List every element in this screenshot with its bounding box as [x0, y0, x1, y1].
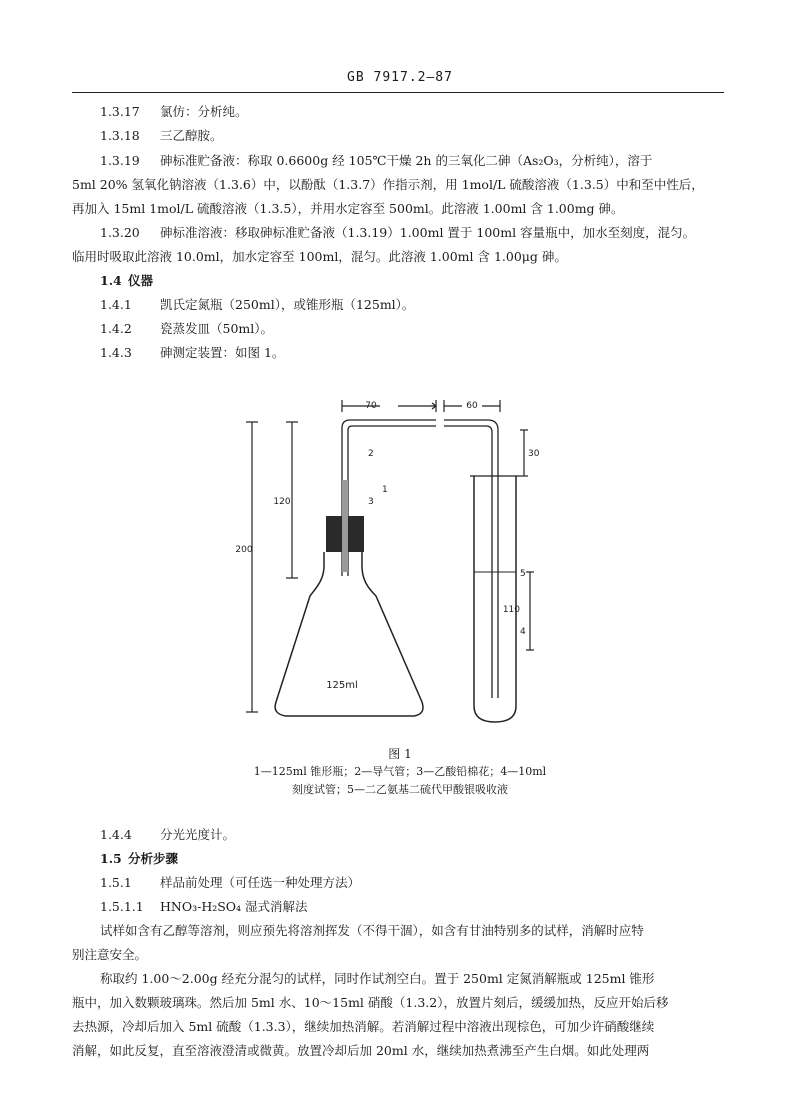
dim-60-label: 60 [466, 401, 478, 411]
figure-caption-line-1: 1—125ml 锥形瓶；2—导气管；3—乙酸铅棉花；4—10ml [253, 765, 547, 778]
instrument-143: 1.4.3 砷测定装置：如图 1。 [100, 345, 285, 360]
item-1320-line-2: 临用时吸取此溶液 10.0ml，加水定容至 100ml，混匀。此溶液 1.00ml 含 1.00μg 砷。 [72, 249, 567, 264]
apparatus-figure [230, 380, 570, 760]
para2-line-4: 消解，如此反复，直至溶液澄清或微黄。放置冷却后加 20ml 水，继续加热煮沸至产生白烟。如此处理两 [72, 1043, 650, 1058]
para2-line-3: 去热源，冷却后加入 5ml 硫酸（1.3.3），继续加热消解。若消解过程中溶液出现棕色，可加少许硝酸继续 [72, 1019, 655, 1034]
item-1319-line-1: 1.3.19 砷标准贮备液：称取 0.6600g 经 105℃干燥 2h 的三氧化二砷（As₂O₃，分析纯），溶于 [100, 153, 653, 168]
item-1319-line-3: 再加入 15ml 1mol/L 硫酸溶液（1.3.5），并用水定容至 500ml。此溶液 1.00ml 含 1.00mg 砷。 [72, 201, 624, 216]
dim-110-label: 110 [502, 605, 520, 615]
part-2-label: 2 [368, 449, 374, 459]
item-1511: 1.5.1.1 HNO₃-H₂SO₄ 湿式消解法 [100, 899, 308, 914]
section-heading-analysis: 1.5 分析步骤 [100, 851, 179, 866]
flask-volume-label: 125ml [326, 680, 358, 691]
instrument-144: 1.4.4 分光光度计。 [100, 827, 236, 842]
item-1319-line-2: 5ml 20% 氢氧化钠溶液（1.3.6）中，以酚酞（1.3.7）作指示剂，用 1mol/L 硫酸溶液（1.3.5）中和至中性后， [72, 177, 704, 192]
para2-line-1: 称取约 1.00～2.00g 经充分混匀的试样，同时作试剂空白。置于 250ml 定氮消解瓶或 125ml 锥形 [100, 971, 655, 986]
item-1320-line-1: 1.3.20 砷标准溶液：移取砷标准贮备液（1.3.19）1.00ml 置于 100ml 容量瓶中，加水至刻度，混匀。 [100, 225, 696, 240]
para1-line-2: 别注意安全。 [72, 947, 148, 962]
part-1-label-flask: 1 [382, 485, 388, 495]
para2-line-2: 瓶中，加入数颗玻璃珠。然后加 5ml 水、10～15ml 硝酸（1.3.2），放置片刻后，缓缓加热，反应开始后移 [72, 995, 669, 1010]
dim-30-label: 30 [528, 449, 540, 459]
part-3-label: 3 [368, 497, 374, 507]
part-5-label: 5 [520, 569, 526, 579]
instrument-142: 1.4.2 瓷蒸发皿（50ml）。 [100, 321, 274, 336]
dim-70-label: 70 [365, 401, 377, 411]
para1-line-1: 试样如含有乙醇等溶剂，则应预先将溶剂挥发（不得干涸），如含有甘油特别多的试样，消解时应特 [100, 923, 644, 938]
instrument-141: 1.4.1 凯氏定氮瓶（250ml），或锥形瓶（125ml）。 [100, 297, 415, 312]
figure-title: 图 1 [388, 747, 412, 761]
item-151: 1.5.1 样品前处理（可任选一种处理方法） [100, 875, 361, 890]
dim-200-label: 200 [235, 545, 253, 555]
standard-header: GB 7917.2—87 [347, 70, 453, 85]
reagent-1317: 1.3.17 氯仿：分析纯。 [100, 104, 248, 119]
part-4-label: 4 [520, 627, 526, 637]
section-heading-instruments: 1.4 仪器 [100, 273, 154, 288]
reagent-1318: 1.3.18 三乙醇胺。 [100, 128, 223, 143]
figure-caption-line-2: 刻度试管；5—二乙氨基二硫代甲酸银吸收液 [292, 783, 508, 796]
dim-120-label: 120 [273, 497, 291, 507]
header-rule [72, 92, 724, 93]
